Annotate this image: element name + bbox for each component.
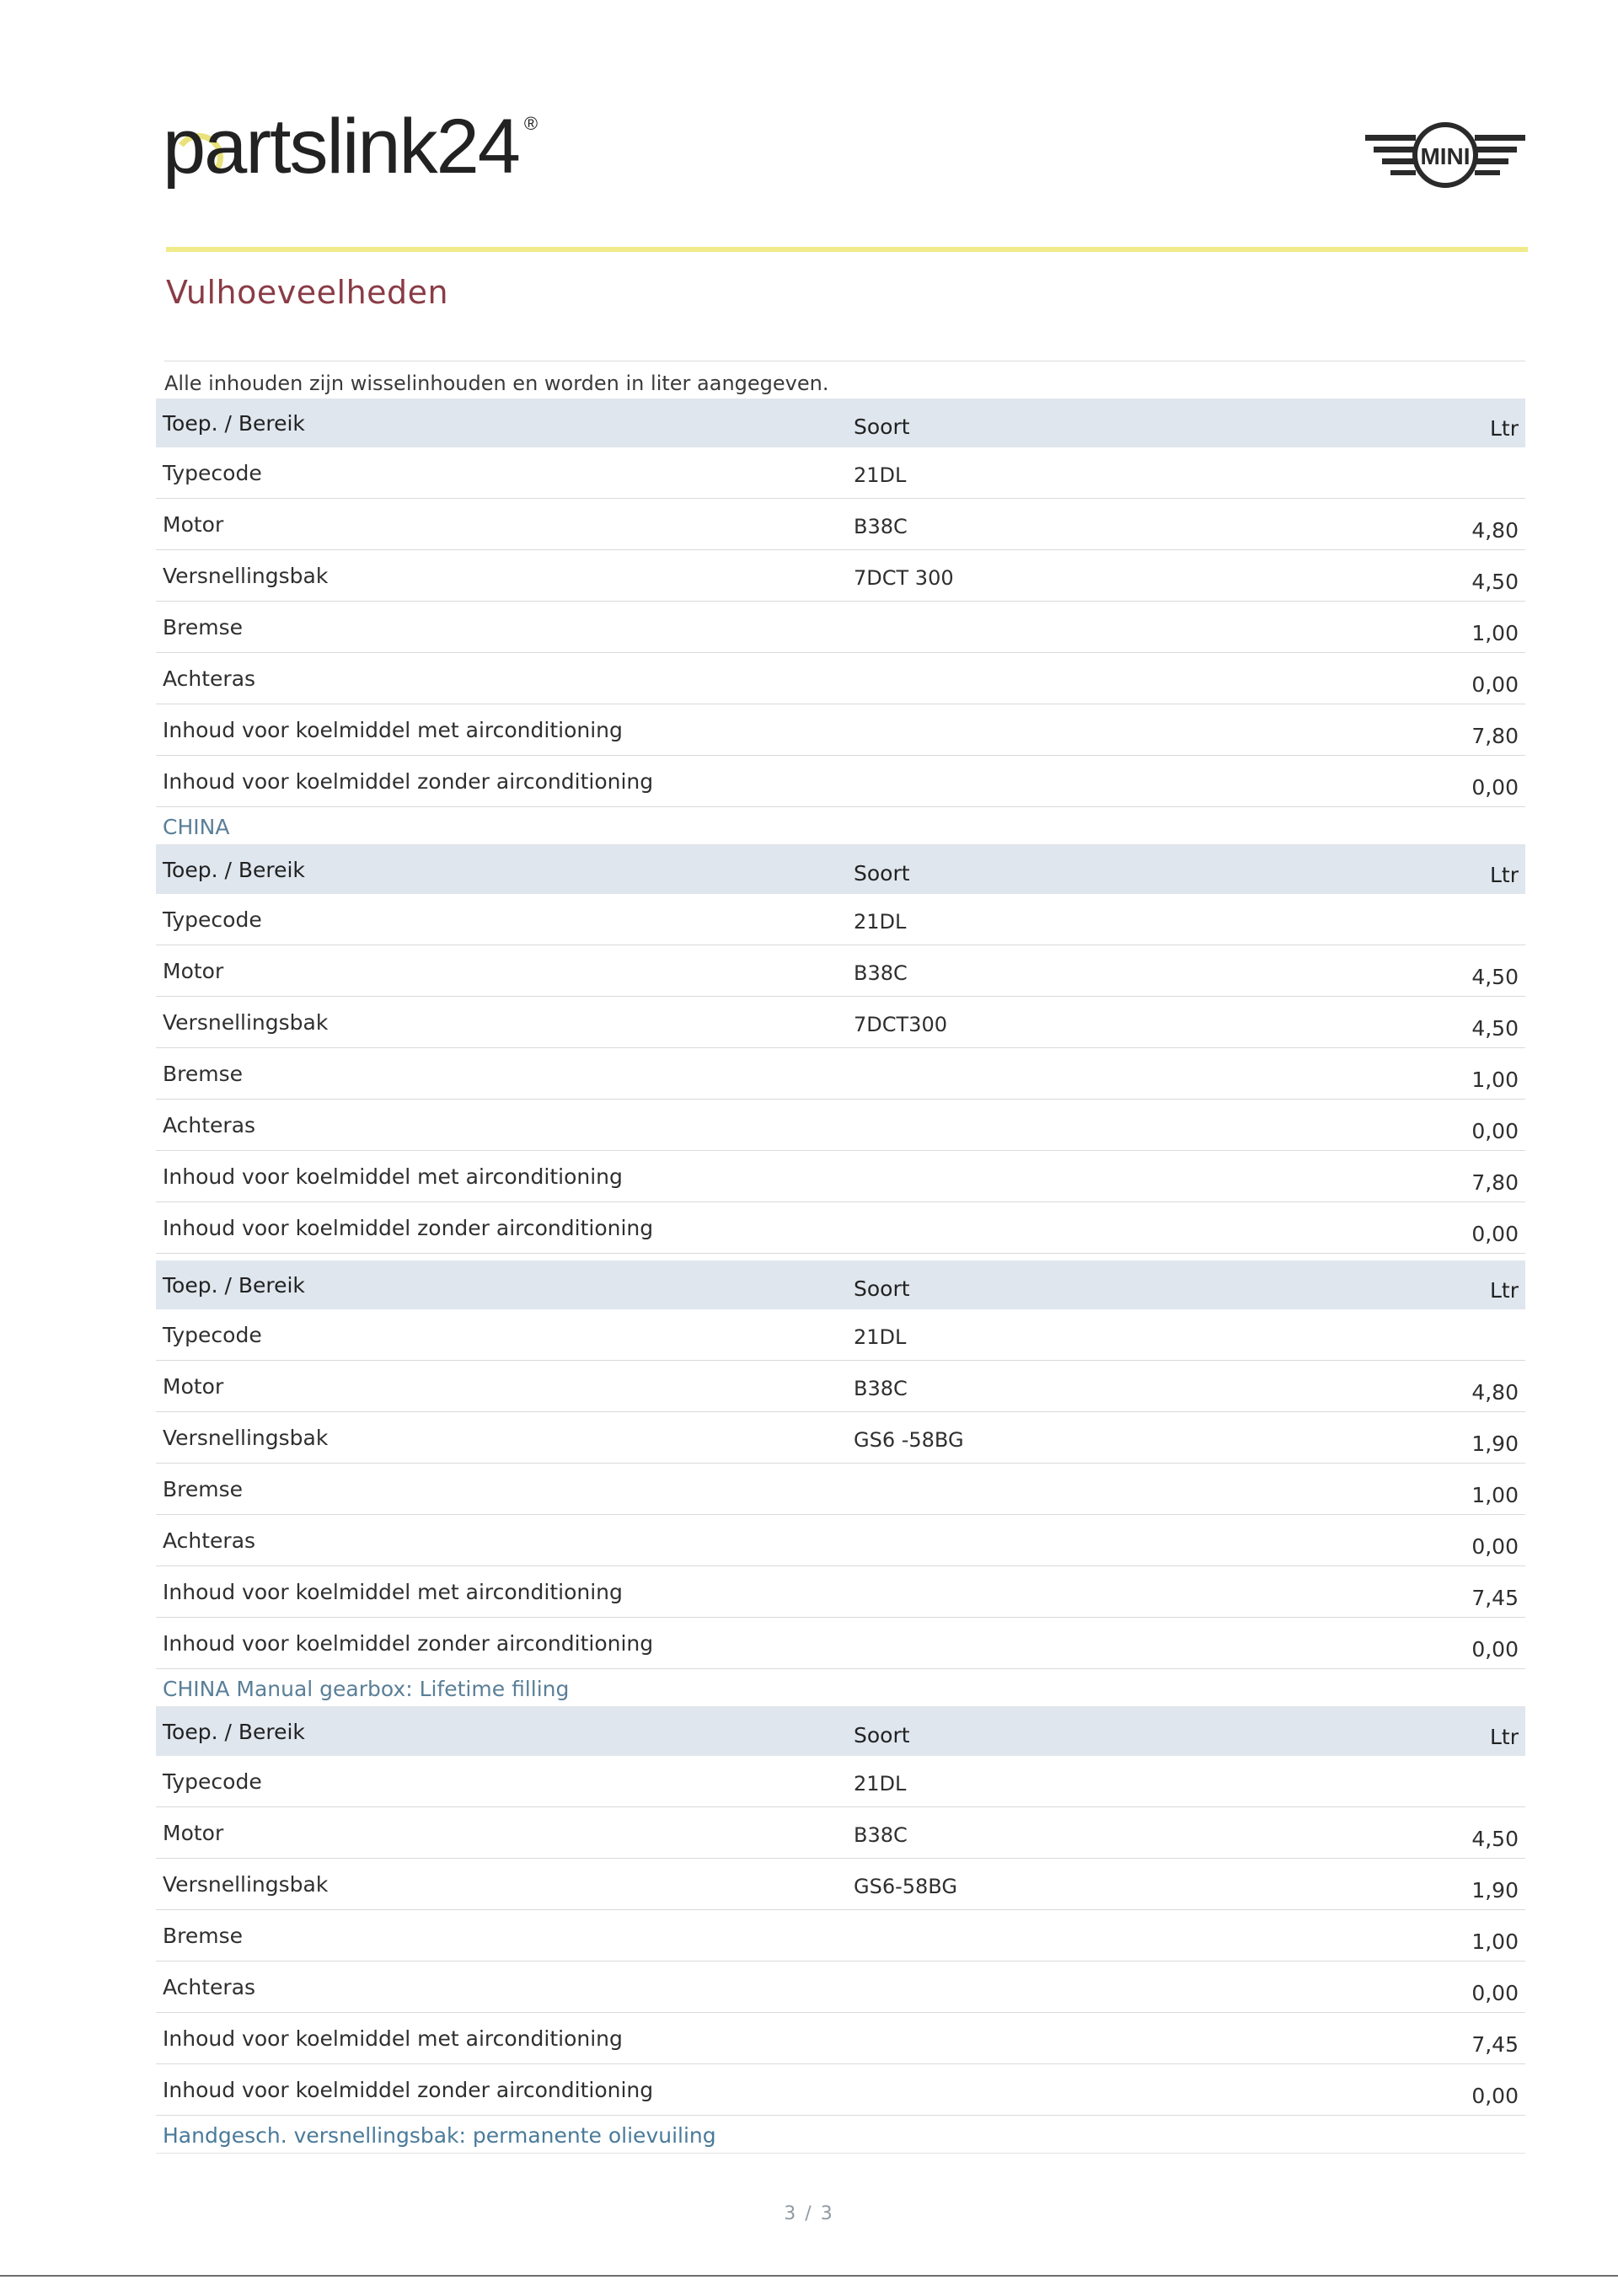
table-row <box>156 2013 1525 2064</box>
registered-mark: ® <box>523 113 537 134</box>
row-label: Typecode <box>156 447 847 499</box>
row-ltr-value: 4,80 <box>1353 1361 1525 1412</box>
row-soort <box>847 2013 1353 2064</box>
fill-quantities-table <box>156 1707 1525 2116</box>
column-header-ltr: Ltr <box>1353 845 1525 894</box>
row-label: Typecode <box>156 894 847 945</box>
table-row <box>156 1048 1525 1100</box>
row-soort <box>847 1962 1353 2013</box>
row-ltr-value <box>1353 1309 1525 1361</box>
row-ltr-value: 4,50 <box>1353 550 1525 602</box>
page-number: 3 / 3 <box>784 2203 834 2224</box>
row-label: Bremse <box>156 1464 847 1515</box>
header-divider <box>166 247 1528 252</box>
table-row <box>156 1807 1525 1859</box>
table-row <box>156 1618 1525 1669</box>
column-header-ltr: Ltr <box>1353 399 1525 447</box>
row-label: Typecode <box>156 1309 847 1361</box>
table-header-row <box>156 1707 1525 1756</box>
row-label: Inhoud voor koelmiddel zonder airconditioning <box>156 1618 847 1669</box>
column-header-soort: Soort <box>847 1260 1353 1309</box>
column-header-toep: Toep. / Bereik <box>156 845 847 894</box>
row-label: Versnellingsbak <box>156 997 847 1048</box>
row-label: Bremse <box>156 1910 847 1962</box>
row-soort: 7DCT 300 <box>847 550 1353 602</box>
table-row <box>156 1756 1525 1807</box>
row-ltr-value <box>1353 1756 1525 1807</box>
row-label: Achteras <box>156 1962 847 2013</box>
row-soort <box>847 2064 1353 2116</box>
table-row <box>156 1361 1525 1412</box>
tables-container <box>156 399 1525 2116</box>
row-ltr-value: 4,80 <box>1353 499 1525 550</box>
table-row <box>156 499 1525 550</box>
row-label: Achteras <box>156 1515 847 1566</box>
column-header-toep: Toep. / Bereik <box>156 1260 847 1309</box>
row-label: Motor <box>156 1807 847 1859</box>
row-ltr-value: 7,45 <box>1353 2013 1525 2064</box>
table-row <box>156 1309 1525 1361</box>
row-soort: B38C <box>847 945 1353 997</box>
fill-quantities-content <box>156 358 1525 2154</box>
column-header-toep: Toep. / Bereik <box>156 1707 847 1756</box>
row-label: Bremse <box>156 1048 847 1100</box>
row-soort <box>847 1151 1353 1202</box>
table-row <box>156 1859 1525 1910</box>
row-label: Inhoud voor koelmiddel zonder airconditioning <box>156 2064 847 2116</box>
brand-logo-text: MINI <box>1420 143 1471 169</box>
footer-note: Handgesch. versnellingsbak: permanente olievuiling <box>156 2116 1525 2154</box>
row-ltr-value: 7,45 <box>1353 1566 1525 1618</box>
row-soort: B38C <box>847 1361 1353 1412</box>
row-ltr-value: 1,90 <box>1353 1412 1525 1464</box>
row-soort: B38C <box>847 1807 1353 1859</box>
column-header-soort: Soort <box>847 1707 1353 1756</box>
row-soort <box>847 653 1353 704</box>
row-label: Inhoud voor koelmiddel zonder airconditioning <box>156 1202 847 1254</box>
row-soort: 21DL <box>847 894 1353 945</box>
row-ltr-value: 1,00 <box>1353 602 1525 653</box>
row-soort: B38C <box>847 499 1353 550</box>
table-gap <box>156 1254 1525 1260</box>
row-ltr-value: 1,00 <box>1353 1910 1525 1962</box>
column-header-soort: Soort <box>847 399 1353 447</box>
row-ltr-value: 0,00 <box>1353 1515 1525 1566</box>
row-ltr-value: 0,00 <box>1353 756 1525 807</box>
table-row <box>156 1464 1525 1515</box>
row-soort: GS6-58BG <box>847 1859 1353 1910</box>
row-soort: 21DL <box>847 447 1353 499</box>
row-label: Achteras <box>156 653 847 704</box>
table-row <box>156 2064 1525 2116</box>
row-soort <box>847 1910 1353 1962</box>
row-ltr-value: 7,80 <box>1353 1151 1525 1202</box>
row-label: Inhoud voor koelmiddel met airconditioning <box>156 704 847 756</box>
section-note: CHINA <box>156 807 1525 845</box>
row-soort <box>847 1100 1353 1151</box>
row-ltr-value: 4,50 <box>1353 997 1525 1048</box>
table-row <box>156 550 1525 602</box>
row-label: Versnellingsbak <box>156 1412 847 1464</box>
row-ltr-value: 1,00 <box>1353 1048 1525 1100</box>
row-ltr-value: 0,00 <box>1353 1100 1525 1151</box>
row-label: Motor <box>156 1361 847 1412</box>
row-label: Motor <box>156 945 847 997</box>
page-title: Vulhoeveelheden <box>166 274 449 311</box>
table-row <box>156 1100 1525 1151</box>
row-label: Bremse <box>156 602 847 653</box>
row-soort: 7DCT300 <box>847 997 1353 1048</box>
row-soort <box>847 1202 1353 1254</box>
row-ltr-value: 0,00 <box>1353 1962 1525 2013</box>
row-soort <box>847 1515 1353 1566</box>
table-row <box>156 1962 1525 2013</box>
partslink24-logo <box>163 104 537 209</box>
row-ltr-value: 0,00 <box>1353 653 1525 704</box>
bottom-rule <box>0 2275 1618 2277</box>
row-ltr-value <box>1353 447 1525 499</box>
table-row <box>156 1151 1525 1202</box>
row-soort: 21DL <box>847 1756 1353 1807</box>
row-label: Versnellingsbak <box>156 1859 847 1910</box>
table-row <box>156 756 1525 807</box>
row-ltr-value: 1,90 <box>1353 1859 1525 1910</box>
table-row <box>156 1910 1525 1962</box>
intro-text: Alle inhouden zijn wisselinhouden en worden in liter aangegeven. <box>164 372 829 395</box>
section-note: CHINA Manual gearbox: Lifetime filling <box>156 1669 1525 1707</box>
table-row <box>156 894 1525 945</box>
fill-quantities-table <box>156 845 1525 1254</box>
row-soort <box>847 704 1353 756</box>
row-label: Versnellingsbak <box>156 550 847 602</box>
table-row <box>156 945 1525 997</box>
table-row <box>156 1515 1525 1566</box>
row-ltr-value: 0,00 <box>1353 1202 1525 1254</box>
row-soort <box>847 602 1353 653</box>
row-label: Inhoud voor koelmiddel zonder airconditioning <box>156 756 847 807</box>
row-label: Inhoud voor koelmiddel met airconditioning <box>156 1566 847 1618</box>
table-header-row <box>156 845 1525 894</box>
table-row <box>156 997 1525 1048</box>
row-ltr-value: 0,00 <box>1353 2064 1525 2116</box>
row-ltr-value: 0,00 <box>1353 1618 1525 1669</box>
row-soort <box>847 1566 1353 1618</box>
table-row <box>156 447 1525 499</box>
row-label: Achteras <box>156 1100 847 1151</box>
row-ltr-value: 4,50 <box>1353 945 1525 997</box>
table-header-row <box>156 1260 1525 1309</box>
table-row <box>156 653 1525 704</box>
row-soort: GS6 -58BG <box>847 1412 1353 1464</box>
column-header-ltr: Ltr <box>1353 1260 1525 1309</box>
row-soort: 21DL <box>847 1309 1353 1361</box>
row-soort <box>847 1618 1353 1669</box>
row-label: Typecode <box>156 1756 847 1807</box>
row-label: Motor <box>156 499 847 550</box>
fill-quantities-table <box>156 1260 1525 1669</box>
table-row <box>156 602 1525 653</box>
table-row <box>156 1202 1525 1254</box>
row-ltr-value: 1,00 <box>1353 1464 1525 1515</box>
fill-quantities-table <box>156 399 1525 807</box>
column-header-soort: Soort <box>847 845 1353 894</box>
column-header-ltr: Ltr <box>1353 1707 1525 1756</box>
table-row <box>156 704 1525 756</box>
table-header-row <box>156 399 1525 447</box>
column-header-toep: Toep. / Bereik <box>156 399 847 447</box>
row-label: Inhoud voor koelmiddel met airconditioning <box>156 1151 847 1202</box>
row-ltr-value <box>1353 894 1525 945</box>
row-label: Inhoud voor koelmiddel met airconditioning <box>156 2013 847 2064</box>
mini-wings-logo-icon <box>1365 115 1525 199</box>
row-ltr-value: 7,80 <box>1353 704 1525 756</box>
table-row <box>156 1412 1525 1464</box>
table-row <box>156 1566 1525 1618</box>
logo-text: partslink24 <box>163 104 519 190</box>
row-soort <box>847 1048 1353 1100</box>
row-soort <box>847 756 1353 807</box>
row-soort <box>847 1464 1353 1515</box>
row-ltr-value: 4,50 <box>1353 1807 1525 1859</box>
